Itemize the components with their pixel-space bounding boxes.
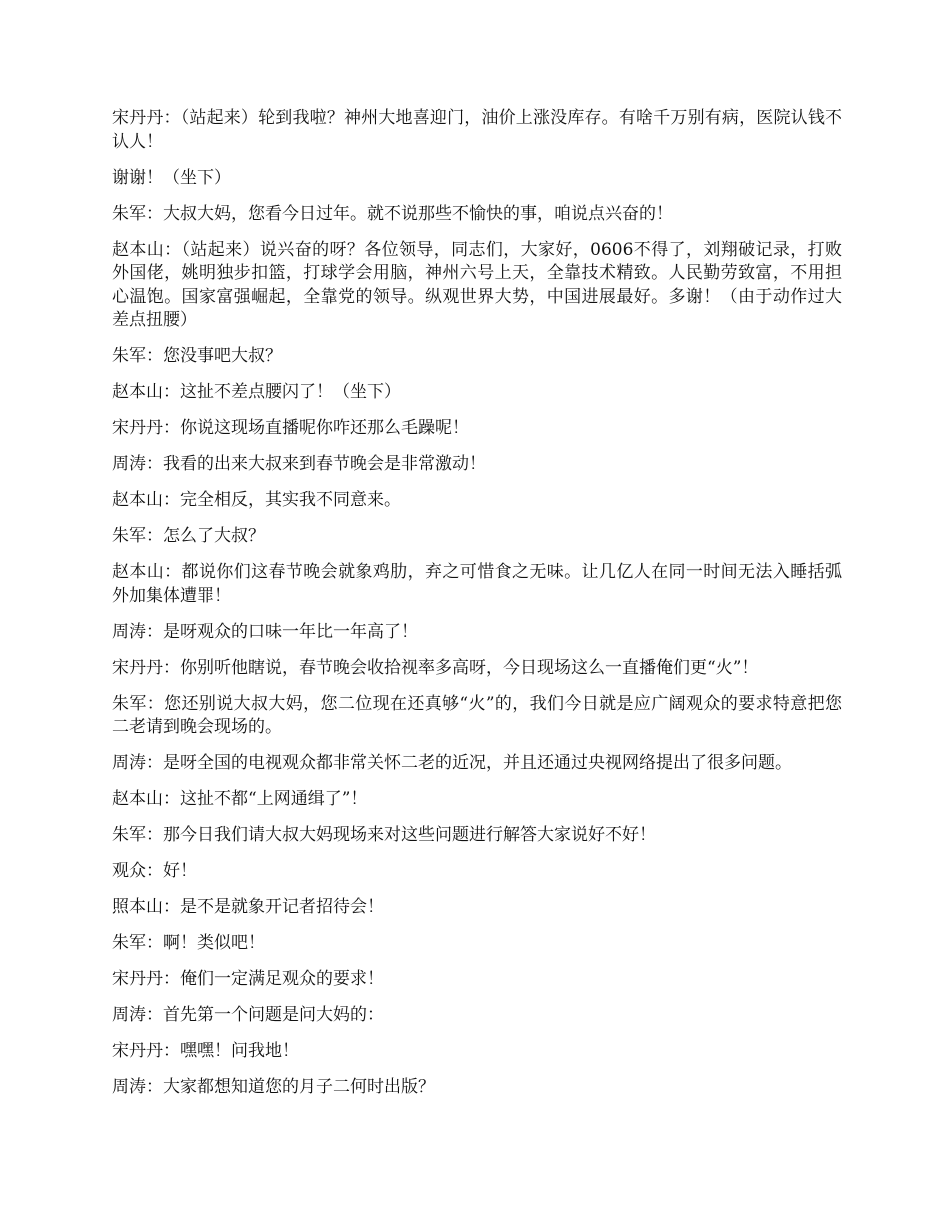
dialogue-paragraph: 周涛：大家都想知道您的月子二何时出版？ [112, 1077, 435, 1097]
dialogue-paragraph: 周涛：首先第一个问题是问大妈的： [112, 1005, 384, 1025]
dialogue-paragraph: 朱军：您没事吧大叔？ [112, 346, 282, 366]
dialogue-paragraph: 宋丹丹：俺们一定满足观众的要求！ [112, 969, 384, 989]
dialogue-paragraph: 朱军：大叔大妈，您看今日过年。就不说那些不愉快的事，咱说点兴奋的！ [112, 203, 673, 224]
dialogue-paragraph: 观众：好！ [112, 861, 197, 881]
dialogue-paragraph: 赵本山：都说你们这春节晚会就象鸡肋，弃之可惜食之无味。让几亿人在同一时间无法入睡括弧外加集体遭罪！ [112, 562, 842, 606]
dialogue-paragraph: 朱军：啊！类似吧！ [112, 933, 265, 953]
dialogue-paragraph: 宋丹丹：（站起来）轮到我啦？神州大地喜迎门，油价上涨没库存。有啥千万别有病，医院认钱不认人！ [112, 108, 842, 152]
dialogue-paragraph: 周涛：我看的出来大叔来到春节晚会是非常激动！ [112, 454, 486, 474]
dialogue-paragraph: 宋丹丹：嘿嘿！问我地！ [112, 1041, 299, 1061]
dialogue-paragraph: 朱军：那今日我们请大叔大妈现场来对这些问题进行解答大家说好不好！ [112, 825, 656, 845]
dialogue-paragraph: 朱军：怎么了大叔？ [112, 526, 265, 546]
dialogue-paragraph: 赵本山：（站起来）说兴奋的呀？各位领导，同志们，大家好，0606不得了，刘翔破记录，打败外国佬，姚明独步扣篮，打球学会用脑，神州六号上天，全靠技术精致。人民勤劳致富，不用担心温饱。国家富强崛起，全靠党的领导。纵观世界大势，中国进展最好。多谢！（由于动作过大差点扭腰） [112, 239, 842, 330]
dialogue-paragraph: 赵本山：完全相反，其实我不同意来。 [112, 490, 401, 510]
document-page [112, 107, 842, 1112]
dialogue-paragraph: 谢谢！（坐下） [112, 167, 231, 188]
dialogue-paragraph: 周涛：是呀全国的电视观众都非常关怀二老的近况，并且还通过央视网络提出了很多问题。 [112, 753, 792, 773]
dialogue-paragraph: 周涛：是呀观众的口味一年比一年高了！ [112, 621, 418, 642]
dialogue-paragraph: 照本山：是不是就象开记者招待会！ [112, 897, 384, 917]
dialogue-paragraph: 宋丹丹：你别听他瞎说，春节晚会收拾视率多高呀，今日现场这么一直播俺们更“火”！ [112, 657, 759, 678]
dialogue-paragraph: 宋丹丹：你说这现场直播呢你咋还那么毛躁呢！ [112, 418, 469, 438]
dialogue-paragraph: 赵本山：这扯不都“上网通缉了”！ [112, 789, 368, 809]
dialogue-paragraph: 朱军：您还别说大叔大妈，您二位现在还真够“火”的，我们今日就是应广阔观众的要求特意把您二老请到晚会现场的。 [112, 693, 842, 737]
dialogue-paragraph: 赵本山：这扯不差点腰闪了！（坐下） [112, 382, 401, 402]
